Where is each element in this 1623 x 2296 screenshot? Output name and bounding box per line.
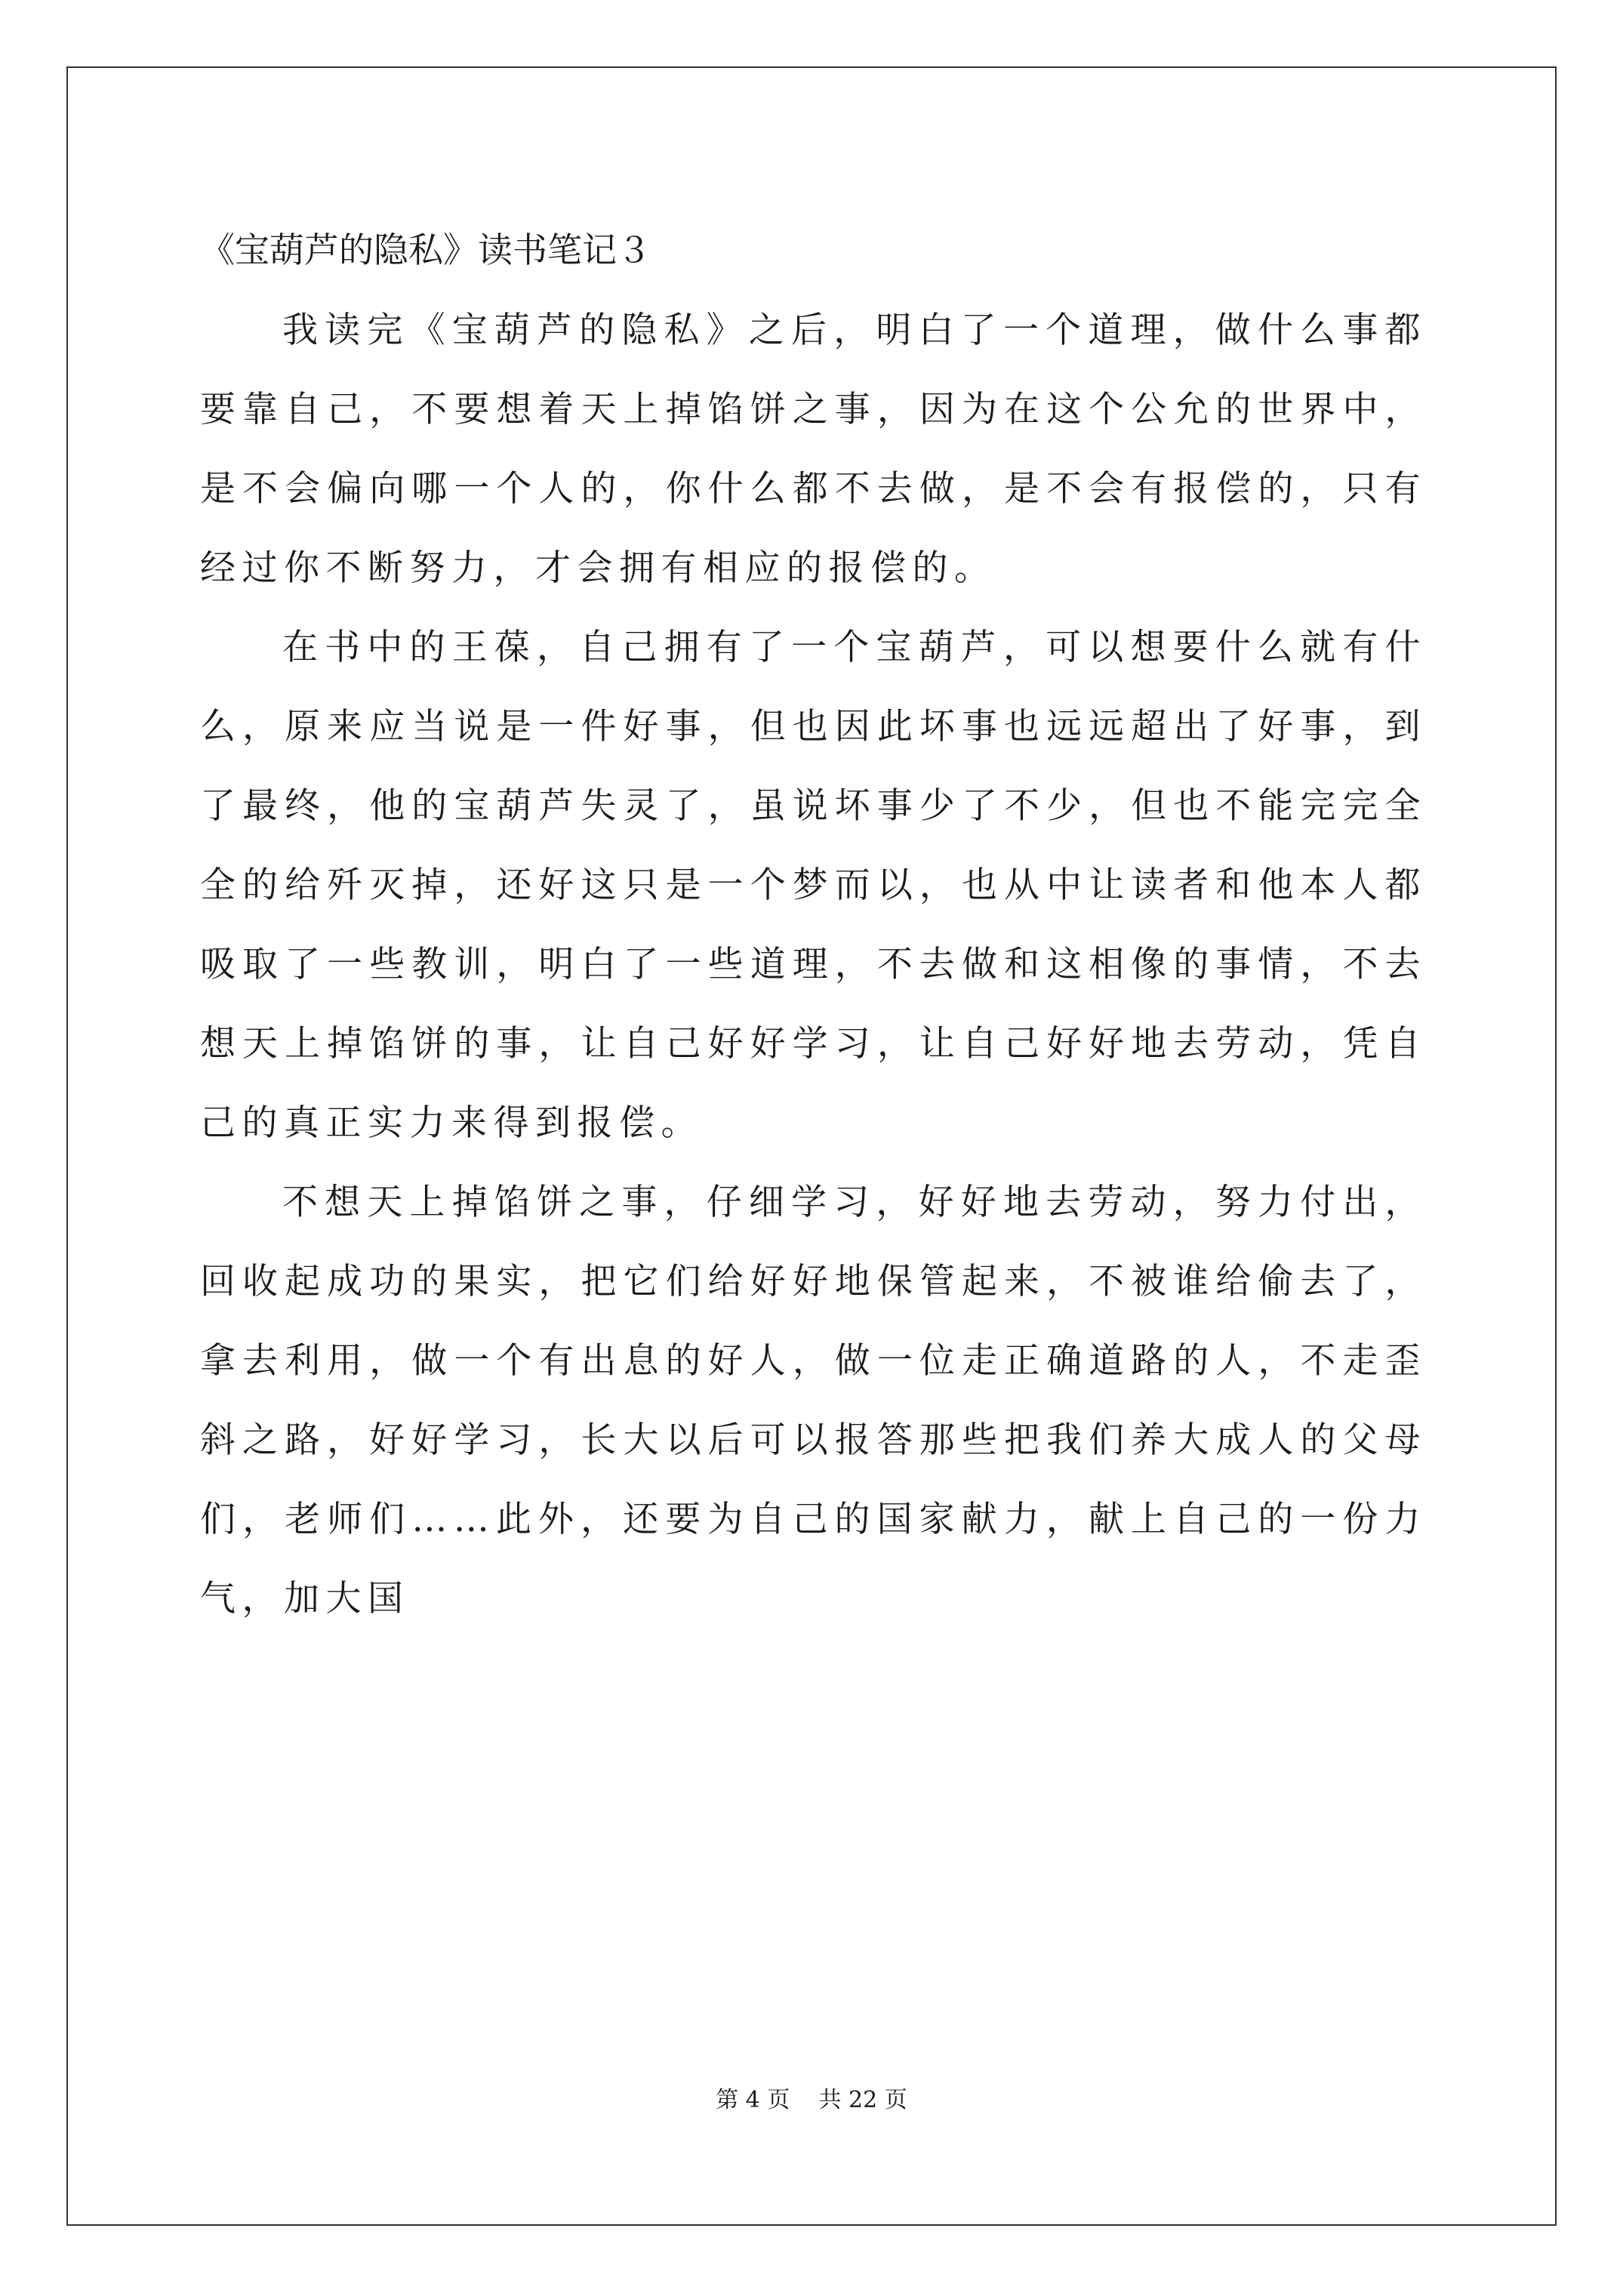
page-number-footer: 第 4 页 共 22 页 [716,2087,907,2113]
paragraph: 不想天上掉馅饼之事，仔细学习，好好地去劳动，努力付出，回收起成功的果实，把它们给好好地保管起来，不被谁给偷去了，拿去利用，做一个有出息的好人，做一位走正确道路的人，不走歪斜之路，好好学习，长大以后可以报答那些把我们养大成人的父母们，老师们……此外，还要为自己的国家献力，献上自己的一份力气，加大国 [200,1182,1427,1620]
paragraph: 在书中的王葆，自己拥有了一个宝葫芦，可以想要什么就有什么，原来应当说是一件好事，但也因此坏事也远远超出了好事，到了最终，他的宝葫芦失灵了，虽说坏事少了不少，但也不能完完全全的给歼灭掉，还好这只是一个梦而以，也从中让读者和他本人都吸取了一些教训，明白了一些道理，不去做和这相像的事情，不去想天上掉馅饼的事，让自己好好学习，让自己好好地去劳动，凭自己的真正实力来得到报偿。 [200,627,1427,1144]
document-title: 《宝葫芦的隐私》读书笔记３ [200,230,651,270]
document-body [200,291,1427,1638]
paragraph: 我读完《宝葫芦的隐私》之后，明白了一个道理，做什么事都要靠自己，不要想着天上掉馅饼之事，因为在这个公允的世界中，是不会偏向哪一个人的，你什么都不去做，是不会有报偿的，只有经过你不断努力，才会拥有相应的报偿的。 [200,310,1427,589]
